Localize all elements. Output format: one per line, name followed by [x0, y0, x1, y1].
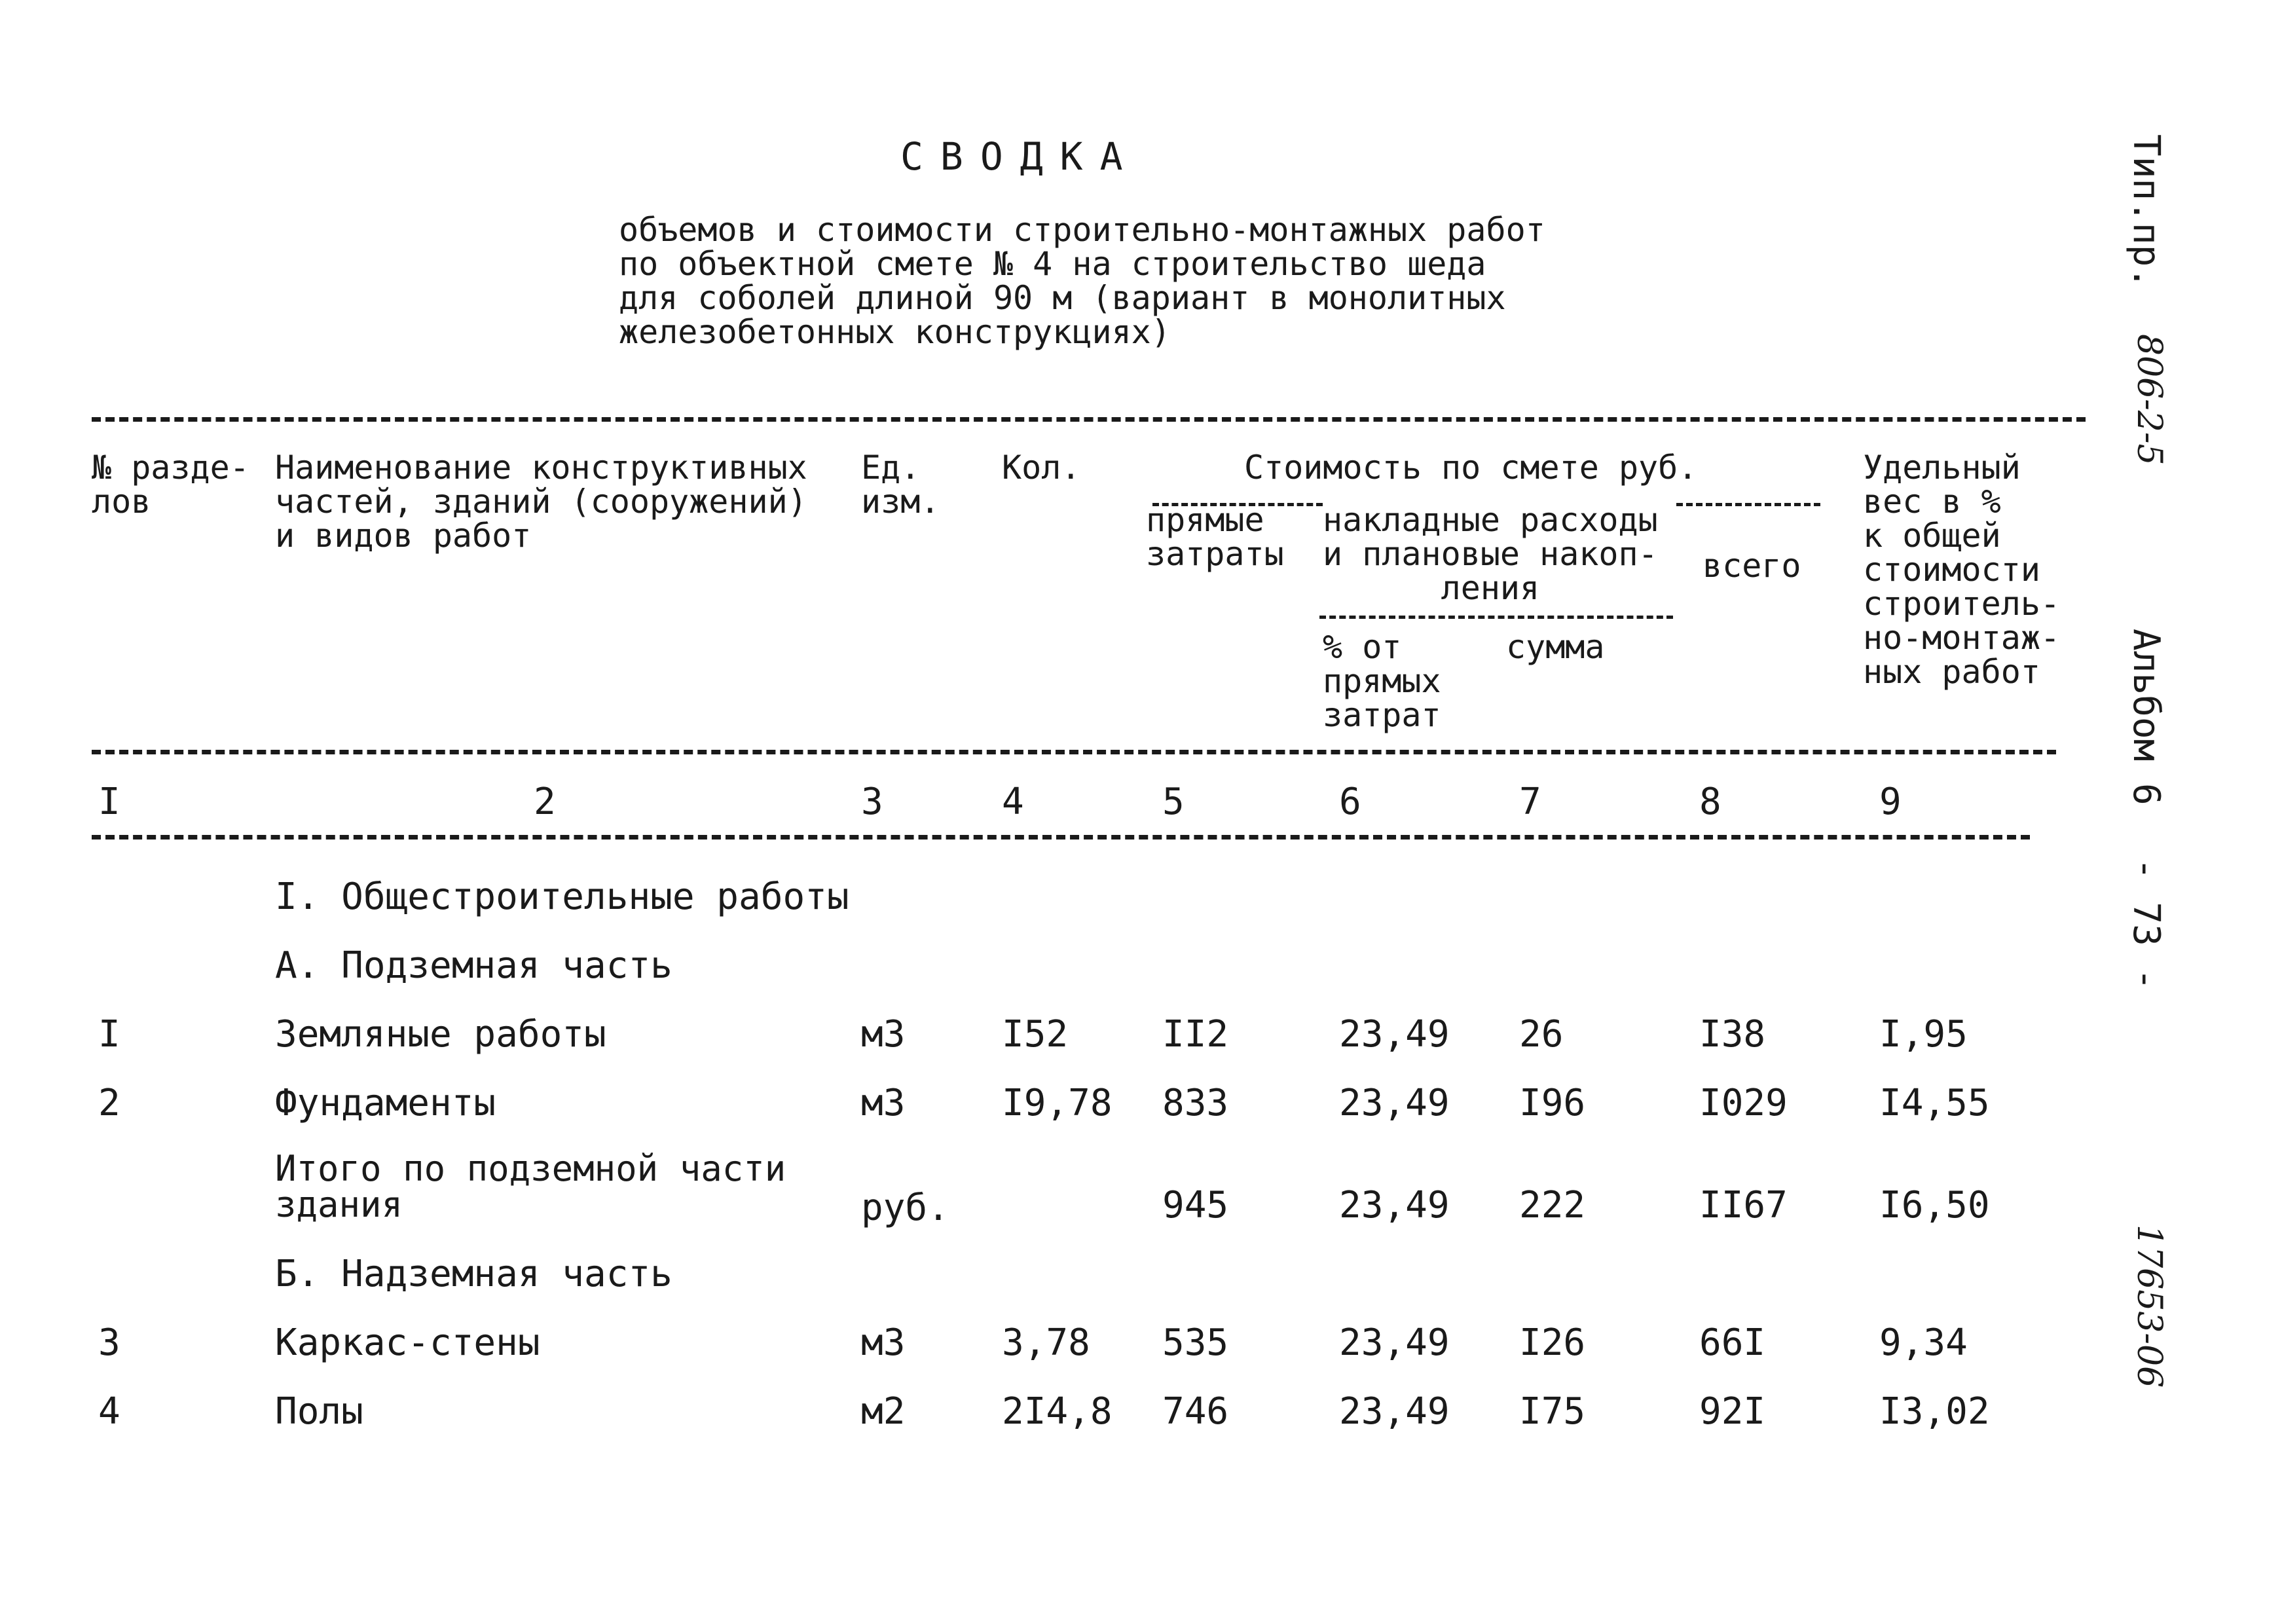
subtitle-line-4: железобетонных конструкциях) [619, 313, 1171, 351]
header-share: Удельный вес в % к общей стоимости строитель- но-монтаж- ных работ [1863, 449, 2061, 691]
row-name: Полы [275, 1390, 363, 1433]
row-overhead-sum: I75 [1519, 1390, 1586, 1433]
header-overhead-sum: сумма [1506, 628, 1605, 666]
row-name: Земляные работы [275, 1013, 606, 1056]
row-unit: м3 [861, 1321, 906, 1364]
row-direct-costs: 535 [1162, 1321, 1229, 1364]
row-overhead-sum: I26 [1519, 1321, 1586, 1364]
header-cost-group: Стоимость по смете руб. [1244, 449, 1698, 487]
row-direct-costs: 945 [1162, 1184, 1229, 1227]
header-section-number: № разде- лов [92, 449, 249, 521]
row-name: Фундаменты [275, 1082, 496, 1124]
colnum-9: 9 [1879, 781, 1902, 823]
row-name: Итого по подземной части здания [275, 1148, 786, 1225]
row-unit: м3 [861, 1082, 906, 1124]
side-page: - 73 - [2125, 858, 2167, 991]
section-heading: Б. Надземная часть [275, 1253, 672, 1295]
row-overhead-percent: 23,49 [1339, 1013, 1450, 1056]
row-quantity: 2I4,8 [1002, 1390, 1113, 1433]
colnum-5: 5 [1162, 781, 1185, 823]
row-share: I4,55 [1879, 1082, 1990, 1124]
colnum-3: 3 [861, 781, 883, 823]
row-overhead-percent: 23,49 [1339, 1184, 1450, 1227]
header-overhead-group: накладные расходы и плановые накоп- ления [1323, 501, 1658, 607]
row-number: 4 [98, 1390, 120, 1433]
header-direct-costs: прямые затраты [1146, 501, 1284, 573]
colnum-bottom-rule [92, 835, 2030, 840]
overhead-subrule [1319, 616, 1673, 619]
row-direct-costs: 746 [1162, 1390, 1229, 1433]
side-album: Альбом 6 [2125, 629, 2167, 805]
row-number: 2 [98, 1082, 120, 1124]
row-overhead-sum: I96 [1519, 1082, 1586, 1124]
row-quantity: I9,78 [1002, 1082, 1113, 1124]
colnum-7: 7 [1519, 781, 1541, 823]
row-unit: м2 [861, 1390, 906, 1433]
row-overhead-sum: 26 [1519, 1013, 1564, 1056]
section-heading: I. Общестроительные работы [275, 876, 849, 918]
header-name: Наименование конструктивных частей, зданий (сооружений) и видов работ [275, 449, 807, 555]
row-overhead-percent: 23,49 [1339, 1321, 1450, 1364]
colnum-4: 4 [1002, 781, 1024, 823]
row-total: 92I [1699, 1390, 1766, 1433]
row-overhead-percent: 23,49 [1339, 1082, 1450, 1124]
colnum-2: 2 [534, 781, 556, 823]
subtitle-line-1: объемов и стоимости строительно-монтажных работ [619, 211, 1545, 249]
header-quantity: Кол. [1002, 449, 1081, 487]
row-share: I3,02 [1879, 1390, 1990, 1433]
row-total: 66I [1699, 1321, 1766, 1364]
section-heading: А. Подземная часть [275, 944, 672, 987]
row-unit: руб. [861, 1187, 949, 1229]
row-direct-costs: II2 [1162, 1013, 1229, 1056]
row-total: I029 [1699, 1082, 1788, 1124]
row-number: 3 [98, 1321, 120, 1364]
row-total: II67 [1699, 1184, 1788, 1227]
row-unit: м3 [861, 1013, 906, 1056]
header-unit: Ед. изм. [861, 449, 940, 521]
row-share: 9,34 [1879, 1321, 1968, 1364]
side-inventory: 17653-06 [2129, 1225, 2169, 1388]
colnum-1: I [98, 781, 120, 823]
row-share: I,95 [1879, 1013, 1968, 1056]
header-overhead-percent: % от прямых затрат [1323, 628, 1441, 734]
row-overhead-percent: 23,49 [1339, 1390, 1450, 1433]
row-number: I [98, 1013, 120, 1056]
header-bottom-rule [92, 750, 2056, 754]
header-top-rule [92, 417, 2086, 422]
row-overhead-sum: 222 [1519, 1184, 1586, 1227]
header-total: всего [1702, 547, 1801, 585]
cost-subrule-right [1676, 503, 1820, 506]
row-total: I38 [1699, 1013, 1766, 1056]
row-name: Каркас-стены [275, 1321, 540, 1364]
colnum-6: 6 [1339, 781, 1361, 823]
side-doc-ref: Тип.пр. [2125, 134, 2167, 289]
row-quantity: 3,78 [1002, 1321, 1090, 1364]
document-title: СВОДКА [900, 134, 1140, 179]
colnum-8: 8 [1699, 781, 1721, 823]
row-share: I6,50 [1879, 1184, 1990, 1227]
side-doc-number: 806-2-5 [2129, 334, 2169, 466]
subtitle-line-3: для соболей длиной 90 м (вариант в монолитных [619, 279, 1506, 317]
row-direct-costs: 833 [1162, 1082, 1229, 1124]
row-quantity: I52 [1002, 1013, 1069, 1056]
subtitle-line-2: по объектной смете № 4 на строительство шеда [619, 245, 1486, 283]
